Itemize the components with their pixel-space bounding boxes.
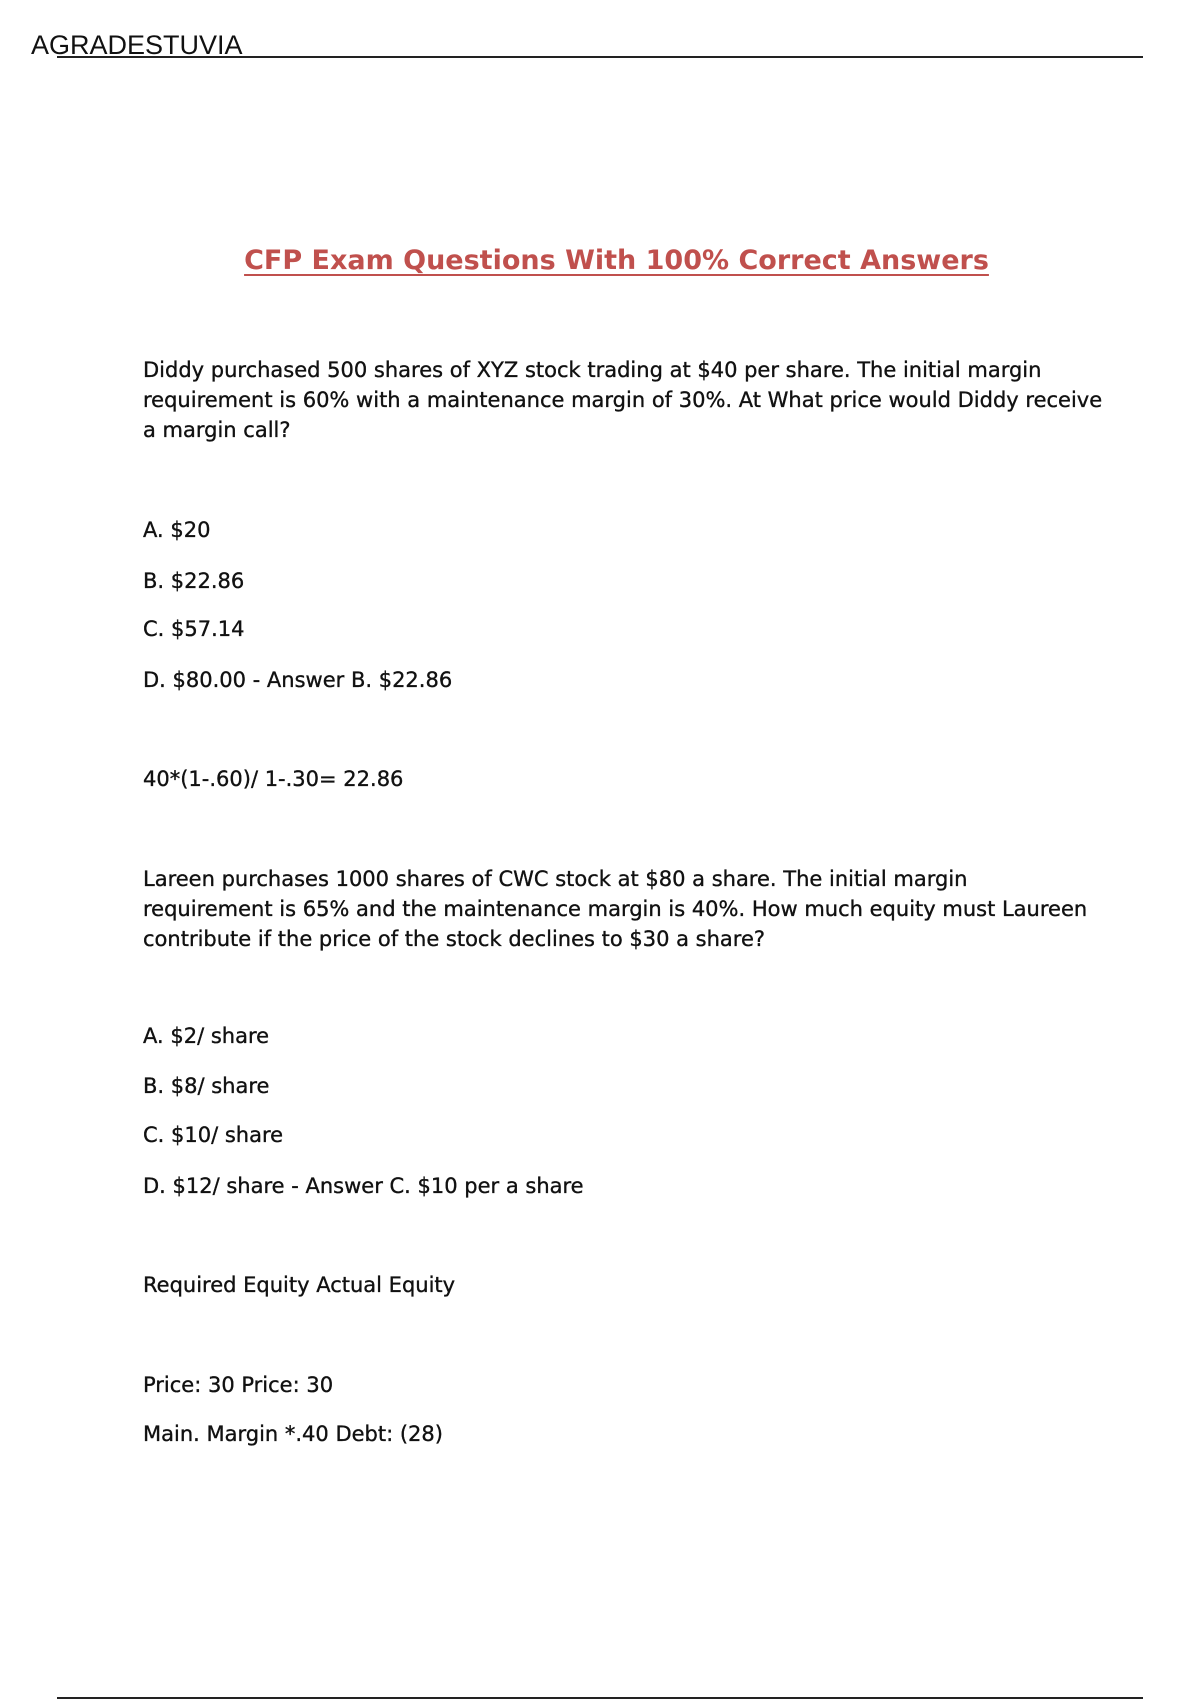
- question-1-option-c: C. $57.14: [143, 617, 245, 641]
- document-title: [0, 244, 1200, 278]
- question-1-option-d-answer: D. $80.00 - Answer B. $22.86: [143, 668, 453, 692]
- question-2-option-a: A. $2/ share: [143, 1024, 270, 1048]
- question-2-option-c: C. $10/ share: [143, 1123, 284, 1147]
- question-2-working-line-1: Price: 30 Price: 30: [143, 1373, 334, 1397]
- header-brand: AGRADESTUVIA: [31, 30, 243, 60]
- question-2-option-d-answer: D. $12/ share - Answer C. $10 per a share: [143, 1174, 584, 1198]
- document-title-text: CFP Exam Questions With 100% Correct Answers: [244, 245, 989, 276]
- question-2-text: Lareen purchases 1000 shares of CWC stock at $80 a share. The initial margin requirement is 65% and the maintenance margin is 40%. How much equity must Laureen contribute if the price of the stock declines to $30 a share?: [143, 867, 1088, 951]
- question-1-text: Diddy purchased 500 shares of XYZ stock trading at $40 per share. The initial margin requirement is 60% with a maintenance margin of 30%. At What price would Diddy receive a margin call?: [143, 358, 1103, 442]
- footer-rule: [57, 1697, 1143, 1699]
- question-1-option-a: A. $20: [143, 518, 211, 542]
- question-2-working-heading: Required Equity Actual Equity: [143, 1273, 456, 1297]
- question-1-working: 40*(1-.60)/ 1-.30= 22.86: [143, 767, 404, 791]
- question-2-option-b: B. $8/ share: [143, 1074, 270, 1098]
- header-rule: [57, 56, 1143, 58]
- question-2-working-line-2: Main. Margin *.40 Debt: (28): [143, 1422, 443, 1446]
- question-1-option-b: B. $22.86: [143, 569, 245, 593]
